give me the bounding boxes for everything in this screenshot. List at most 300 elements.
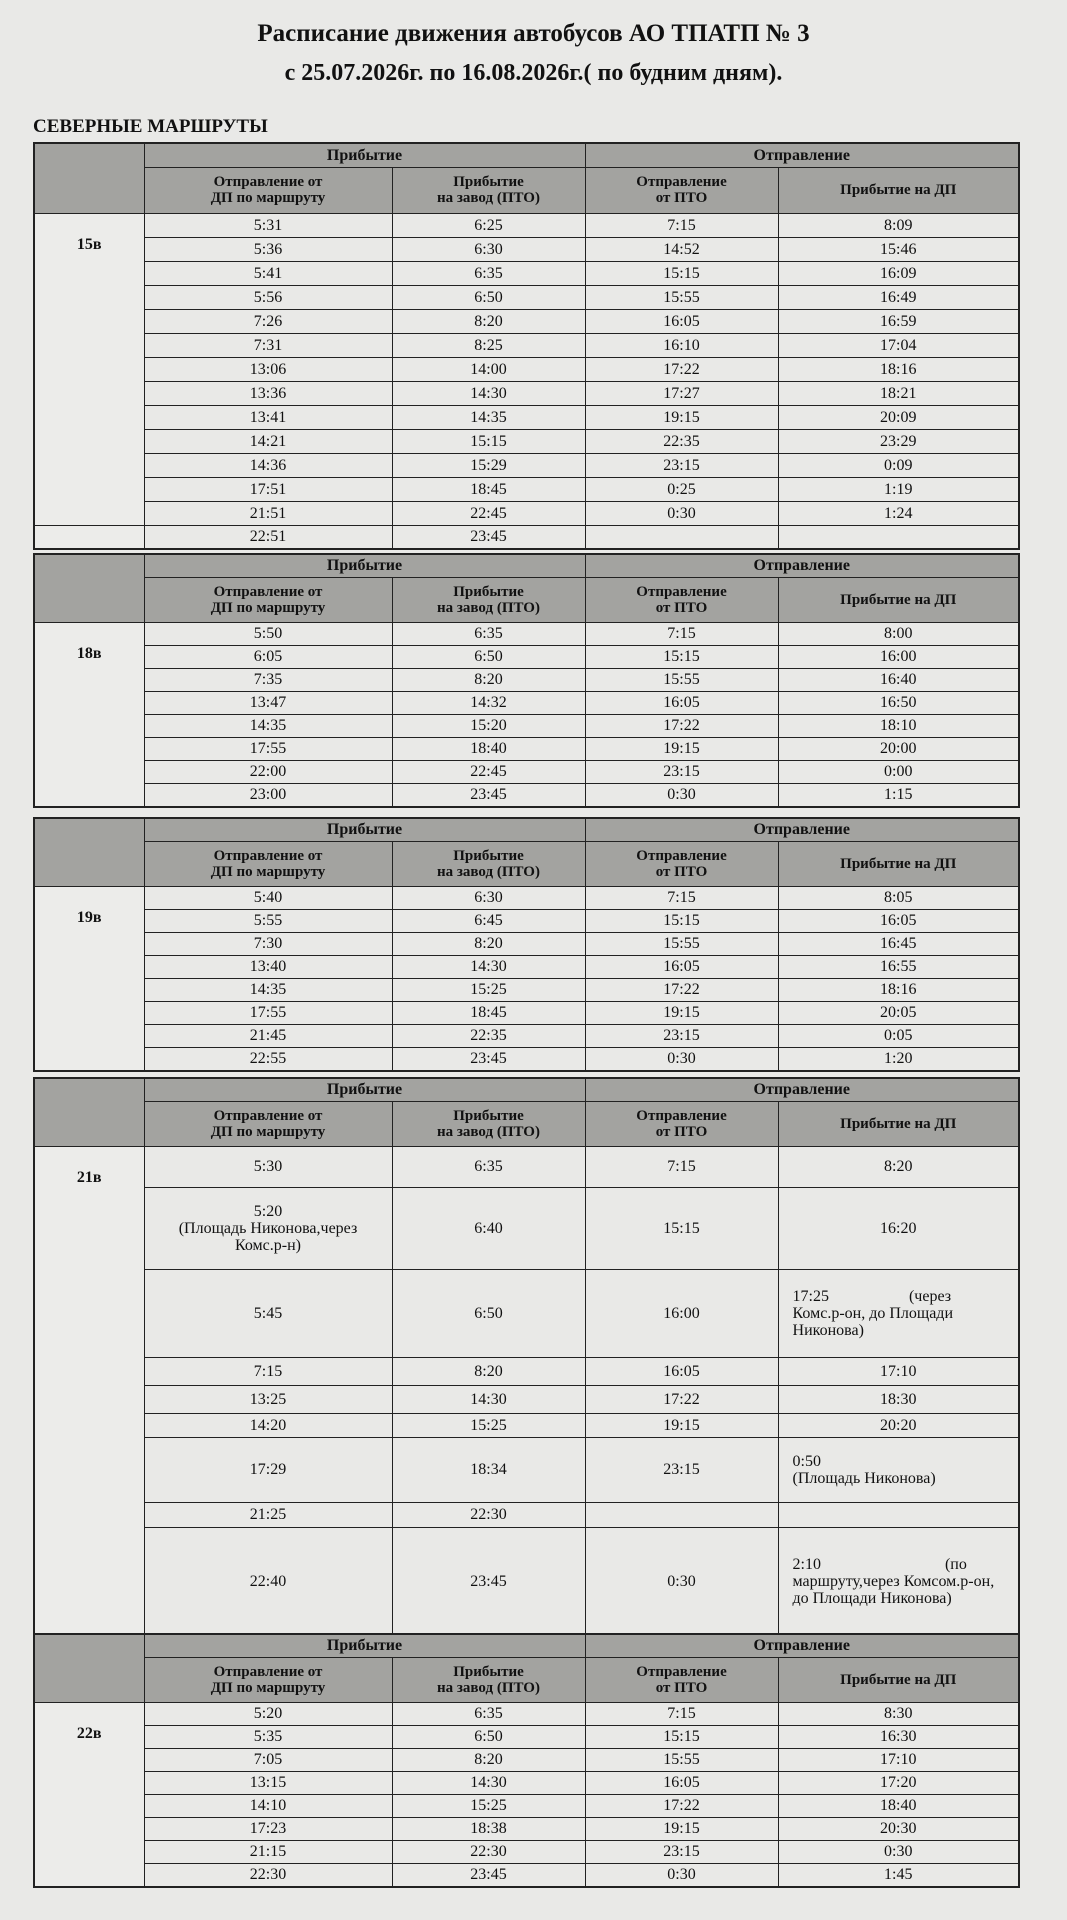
cell-arrive-plant: 6:40 [392,1187,585,1269]
header-corner [34,143,144,213]
header-corner [34,1078,144,1146]
header-group-row [34,1634,1019,1657]
cell-arrive-plant: 6:50 [392,1269,585,1357]
cell-depart-pto: 15:55 [585,285,778,309]
cell-arrive-dp: 8:20 [778,1146,1019,1187]
cell-arrive-plant: 15:20 [392,714,585,737]
cell-depart-dp: 14:36 [144,453,392,477]
header-column-row [34,167,1019,213]
cell-arrive-dp: 16:55 [778,955,1019,978]
route-table-15в [33,142,1020,550]
cell-arrive-dp: 0:30 [778,1840,1019,1863]
cell-arrive-plant: 6:45 [392,909,585,932]
header-group-row [34,143,1019,167]
cell-arrive-plant: 6:35 [392,1146,585,1187]
cell-arrive-plant: 18:45 [392,477,585,501]
header-depart-dp-line2: ДП по маршруту [210,190,326,206]
header-group-row [34,554,1019,577]
table-row [34,1725,1019,1748]
cell-arrive-plant: 15:25 [392,978,585,1001]
cell-depart-dp: 13:15 [144,1771,392,1794]
table-row [34,381,1019,405]
cell-depart-pto: 19:15 [585,1817,778,1840]
header-depart-pto [585,167,778,213]
cell-line: 2:10 (по [792,1555,967,1573]
header-arrive-plant [392,1657,585,1702]
cell-arrive-dp: 20:30 [778,1817,1019,1840]
cell-arrive-plant: 18:38 [392,1817,585,1840]
cell-arrive-plant: 14:30 [392,1771,585,1794]
header-arrival-group: Прибытие [144,1634,585,1657]
cell-arrive-dp: 1:15 [778,783,1019,807]
header-depart-dp-line1: Отправление от [213,583,323,600]
cell-arrive-dp: 18:40 [778,1794,1019,1817]
table-row [34,1840,1019,1863]
table-row [34,668,1019,691]
table-row [34,477,1019,501]
header-depart-pto-line1: Отправление [636,174,727,190]
cell-depart-pto: 16:10 [585,333,778,357]
cell-depart-dp: 13:06 [144,357,392,381]
header-arrive-dp-line1: Прибытие на ДП [840,1115,957,1132]
cell-depart-pto: 17:22 [585,1794,778,1817]
cell-depart-pto: 15:15 [585,645,778,668]
cell-depart-dp: 14:21 [144,429,392,453]
cell-depart-pto [585,525,778,549]
cell-arrive-plant: 6:50 [392,285,585,309]
cell-depart-dp: 21:25 [144,1502,392,1527]
header-arrive-plant-line2: на завод (ПТО) [437,190,540,206]
cell-depart-pto: 0:30 [585,501,778,525]
cell-depart-pto: 15:55 [585,668,778,691]
cell-depart-pto: 0:30 [585,783,778,807]
header-arrive-plant [392,1101,585,1146]
cell-depart-dp: 22:55 [144,1047,392,1071]
header-corner [34,1634,144,1702]
cell-depart-dp: 17:29 [144,1437,392,1502]
cell-arrive-dp: 18:16 [778,978,1019,1001]
cell-arrive-dp: 16:50 [778,691,1019,714]
cell-line: Никонова) [792,1321,864,1339]
cell-arrive-dp: 16:00 [778,645,1019,668]
header-depart-dp-line1: Отправление от [213,174,323,190]
header-depart-pto [585,1657,778,1702]
header-depart-pto-line1: Отправление [636,583,727,600]
cell-depart-dp: 17:55 [144,1001,392,1024]
cell-arrive-plant: 18:45 [392,1001,585,1024]
cell-arrive-plant: 6:35 [392,622,585,645]
table-row [34,501,1019,525]
header-departure-group: Отправление [585,143,1019,167]
cell-arrive-plant: 15:25 [392,1413,585,1437]
cell-arrive-dp: 17:04 [778,333,1019,357]
header-column-row [34,1101,1019,1146]
table-row [34,357,1019,381]
cell-line: Комс.р-н) [234,1236,301,1254]
route-number: 22в [34,1702,144,1887]
cell-depart-dp: 7:30 [144,932,392,955]
cell-depart-pto: 17:22 [585,978,778,1001]
cell-arrive-plant: 22:30 [392,1840,585,1863]
cell-arrive-dp [778,1527,1019,1636]
header-arrive-dp [778,577,1019,622]
cell-line: Комс.р-он, до Площади [792,1304,954,1322]
header-depart-dp-line1: Отправление от [213,1663,323,1680]
table-row [34,1817,1019,1840]
cell-arrive-dp: 8:30 [778,1702,1019,1725]
header-departure-group: Отправление [585,554,1019,577]
cell-depart-dp: 14:35 [144,978,392,1001]
header-departure-group: Отправление [585,1078,1019,1101]
header-arrival-group: Прибытие [144,818,585,841]
header-depart-dp [144,1657,392,1702]
cell-arrive-plant: 8:20 [392,1357,585,1385]
cell-arrive-dp: 16:45 [778,932,1019,955]
cell-arrive-dp: 20:20 [778,1413,1019,1437]
cell-depart-pto: 19:15 [585,737,778,760]
document-subtitle: с 25.07.2026г. по 16.08.2026г.( по будним дням). [284,60,783,86]
cell-depart-dp: 17:51 [144,477,392,501]
cell-depart-pto: 17:22 [585,357,778,381]
table-row [34,932,1019,955]
cell-depart-dp: 5:45 [144,1269,392,1357]
table-row [34,309,1019,333]
header-depart-pto [585,577,778,622]
cell-depart-pto: 7:15 [585,213,778,237]
header-depart-dp [144,577,392,622]
route-number: 21в [34,1146,144,1636]
cell-depart-dp: 5:40 [144,886,392,909]
cell-depart-dp: 14:10 [144,1794,392,1817]
cell-arrive-dp [778,1502,1019,1527]
header-column-row [34,577,1019,622]
header-departure-group: Отправление [585,1634,1019,1657]
cell-arrive-plant: 8:20 [392,1748,585,1771]
header-column-row [34,841,1019,886]
cell-arrive-dp: 0:05 [778,1024,1019,1047]
cell-depart-pto: 7:15 [585,1702,778,1725]
header-arrive-dp [778,841,1019,886]
header-arrive-dp [778,1657,1019,1702]
header-depart-pto [585,1101,778,1146]
cell-arrive-dp: 18:16 [778,357,1019,381]
header-arrive-dp [778,167,1019,213]
cell-depart-pto: 16:05 [585,1357,778,1385]
header-depart-pto-line2: от ПТО [655,190,708,206]
cell-arrive-dp: 16:05 [778,909,1019,932]
table-row [34,978,1019,1001]
cell-arrive-plant: 14:30 [392,955,585,978]
cell-depart-dp: 21:45 [144,1024,392,1047]
cell-arrive-dp: 0:09 [778,453,1019,477]
table-row [34,261,1019,285]
cell-depart-dp: 22:00 [144,760,392,783]
header-group-row [34,818,1019,841]
header-depart-dp-line2: ДП по маршруту [210,1123,326,1140]
cell-depart-pto: 23:15 [585,453,778,477]
cell-depart-dp: 5:56 [144,285,392,309]
table-row [34,1748,1019,1771]
table-row [34,886,1019,909]
cell-arrive-plant: 8:20 [392,309,585,333]
cell-depart-pto: 16:05 [585,309,778,333]
cell-depart-pto: 17:22 [585,714,778,737]
cell-depart-pto: 15:15 [585,1725,778,1748]
header-arrive-dp-line1: Прибытие на ДП [840,591,957,608]
cell-depart-pto: 23:15 [585,1024,778,1047]
cell-arrive-plant: 22:45 [392,760,585,783]
cell-arrive-plant: 6:50 [392,645,585,668]
cell-arrive-plant: 23:45 [392,1047,585,1071]
table-row [34,645,1019,668]
cell-arrive-dp: 1:19 [778,477,1019,501]
cell-depart-pto: 16:00 [585,1269,778,1357]
cell-arrive-dp: 8:00 [778,622,1019,645]
document-title: Расписание движения автобусов АО ТПАТП № 3 [257,20,810,47]
header-depart-pto-line1: Отправление [636,1663,727,1680]
cell-depart-pto: 16:05 [585,691,778,714]
header-depart-dp-line2: ДП по маршруту [210,1679,326,1696]
cell-depart-dp: 5:50 [144,622,392,645]
header-corner [34,554,144,622]
header-corner [34,818,144,886]
cell-depart-dp: 13:36 [144,381,392,405]
cell-depart-pto: 0:30 [585,1863,778,1887]
cell-depart-pto: 0:30 [585,1047,778,1071]
table-row [34,525,1019,549]
cell-arrive-plant: 23:45 [392,525,585,549]
header-depart-dp-line1: Отправление от [213,847,323,864]
table-row [34,783,1019,807]
header-depart-pto-line2: от ПТО [655,863,708,880]
header-depart-dp [144,167,392,213]
cell-depart-dp: 13:40 [144,955,392,978]
cell-arrive-plant: 6:30 [392,886,585,909]
route-table-18в [33,553,1020,808]
cell-arrive-dp: 18:30 [778,1385,1019,1413]
cell-depart-dp: 13:47 [144,691,392,714]
cell-arrive-dp [778,1269,1019,1357]
table-row [34,1863,1019,1887]
table-row [34,1385,1019,1413]
header-depart-pto [585,841,778,886]
cell-depart-dp: 7:31 [144,333,392,357]
cell-line: 0:50 [792,1452,821,1470]
cell-depart-dp: 5:35 [144,1725,392,1748]
table-row [34,737,1019,760]
cell-arrive-plant: 14:00 [392,357,585,381]
cell-depart-dp: 5:30 [144,1146,392,1187]
cell-depart-pto: 15:15 [585,909,778,932]
cell-depart-dp: 5:36 [144,237,392,261]
cell-line: (Площадь Никонова) [792,1469,936,1487]
header-depart-dp-line2: ДП по маршруту [210,599,326,616]
header-arrive-dp [778,1101,1019,1146]
cell-arrive-plant: 15:29 [392,453,585,477]
cell-depart-dp: 5:55 [144,909,392,932]
header-depart-dp-line1: Отправление от [213,1107,323,1124]
cell-arrive-dp: 18:21 [778,381,1019,405]
table-row [34,760,1019,783]
cell-depart-dp: 23:00 [144,783,392,807]
cell-arrive-plant: 18:40 [392,737,585,760]
cell-depart-pto: 23:15 [585,1437,778,1502]
header-arrive-plant-line1: Прибытие [453,174,524,190]
route-number: 19в [34,886,144,1071]
cell-arrive-plant: 15:25 [392,1794,585,1817]
cell-arrive-dp: 16:49 [778,285,1019,309]
cell-depart-pto: 23:15 [585,1840,778,1863]
table-row [34,622,1019,645]
cell-depart-pto: 17:27 [585,381,778,405]
cell-depart-pto: 15:15 [585,261,778,285]
cell-arrive-plant: 6:30 [392,237,585,261]
table-row [34,429,1019,453]
cell-arrive-dp: 20:05 [778,1001,1019,1024]
cell-depart-pto: 17:22 [585,1385,778,1413]
cell-arrive-dp: 15:46 [778,237,1019,261]
cell-arrive-plant: 6:35 [392,1702,585,1725]
cell-depart-pto: 19:15 [585,405,778,429]
cell-depart-dp: 13:25 [144,1385,392,1413]
table-row [34,453,1019,477]
cell-depart-pto: 15:55 [585,1748,778,1771]
cell-depart-dp: 7:35 [144,668,392,691]
table-row [34,1771,1019,1794]
cell-depart-dp: 13:41 [144,405,392,429]
cell-line: 5:20 [253,1202,283,1220]
cell-arrive-plant: 6:50 [392,1725,585,1748]
header-depart-dp-line2: ДП по маршруту [210,863,326,880]
section-title: СЕВЕРНЫЕ МАРШРУТЫ [33,116,268,137]
cell-line: 17:25 (через [792,1287,952,1305]
cell-arrive-dp: 18:10 [778,714,1019,737]
cell-depart-dp: 14:20 [144,1413,392,1437]
header-arrival-group: Прибытие [144,554,585,577]
cell-depart-pto: 15:15 [585,1187,778,1269]
cell-arrive-dp: 16:40 [778,668,1019,691]
table-row [34,1437,1019,1502]
header-arrive-plant-line1: Прибытие [453,583,524,600]
table-row [34,1527,1019,1636]
header-arrive-dp-line1: Прибытие на ДП [840,1671,957,1688]
cell-depart-dp: 22:51 [144,525,392,549]
cell-arrive-dp: 1:45 [778,1863,1019,1887]
cell-depart-dp: 7:15 [144,1357,392,1385]
cell-depart-dp: 7:26 [144,309,392,333]
header-arrive-plant [392,577,585,622]
cell-line: (Площадь Никонова,через [178,1219,358,1237]
cell-arrive-dp [778,525,1019,549]
cell-arrive-plant: 23:45 [392,1527,585,1636]
table-row [34,714,1019,737]
cell-depart-pto: 23:15 [585,760,778,783]
table-row [34,333,1019,357]
route-table-21в [33,1077,1020,1637]
cell-depart-dp: 21:51 [144,501,392,525]
table-row [34,1702,1019,1725]
header-arrive-plant-line2: на завод (ПТО) [437,1679,540,1696]
cell-arrive-plant: 15:15 [392,429,585,453]
header-column-row [34,1657,1019,1702]
cell-arrive-dp: 1:20 [778,1047,1019,1071]
cell-depart-dp [144,1187,392,1269]
table-row [34,955,1019,978]
cell-arrive-plant: 8:25 [392,333,585,357]
cell-arrive-plant: 23:45 [392,1863,585,1887]
cell-arrive-plant: 22:45 [392,501,585,525]
header-arrive-plant-line2: на завод (ПТО) [437,863,540,880]
cell-arrive-dp: 17:20 [778,1771,1019,1794]
cell-depart-pto: 7:15 [585,886,778,909]
table-row [34,691,1019,714]
cell-arrive-plant: 14:30 [392,381,585,405]
cell-depart-dp: 6:05 [144,645,392,668]
header-arrive-plant-line1: Прибытие [453,1663,524,1680]
header-depart-pto-line1: Отправление [636,1107,727,1124]
cell-arrive-plant: 6:35 [392,261,585,285]
cell-arrive-dp: 0:00 [778,760,1019,783]
cell-depart-dp: 5:31 [144,213,392,237]
header-arrive-plant [392,167,585,213]
cell-depart-pto: 19:15 [585,1001,778,1024]
header-arrive-dp-line1: Прибытие на ДП [840,855,957,872]
header-group-row [34,1078,1019,1101]
table-row [34,1024,1019,1047]
cell-depart-pto: 7:15 [585,622,778,645]
cell-depart-dp: 17:55 [144,737,392,760]
cell-arrive-dp [778,1437,1019,1502]
cell-arrive-plant: 14:30 [392,1385,585,1413]
header-depart-pto-line2: от ПТО [655,1679,708,1696]
table-row [34,237,1019,261]
cell-depart-pto: 15:55 [585,932,778,955]
cell-line: маршруту,через Комсом.р-он, [792,1572,995,1590]
header-depart-pto-line2: от ПТО [655,1123,708,1140]
cell-depart-dp: 5:20 [144,1702,392,1725]
cell-depart-dp: 5:41 [144,261,392,285]
cell-arrive-dp: 17:10 [778,1357,1019,1385]
cell-arrive-plant: 14:35 [392,405,585,429]
cell-depart-pto: 19:15 [585,1413,778,1437]
cell-depart-pto: 22:35 [585,429,778,453]
cell-arrive-dp: 20:00 [778,737,1019,760]
header-departure-group: Отправление [585,818,1019,841]
route-number: 18в [34,622,144,807]
cell-arrive-dp: 1:24 [778,501,1019,525]
table-row [34,1001,1019,1024]
header-arrive-plant-line2: на завод (ПТО) [437,1123,540,1140]
header-depart-pto-line2: от ПТО [655,599,708,616]
cell-arrive-plant: 22:35 [392,1024,585,1047]
table-row [34,1794,1019,1817]
header-arrival-group: Прибытие [144,1078,585,1101]
table-row [34,1146,1019,1187]
table-row [34,909,1019,932]
table-row [34,1047,1019,1071]
table-row [34,405,1019,429]
cell-arrive-dp: 8:09 [778,213,1019,237]
cell-arrive-plant: 18:34 [392,1437,585,1502]
table-row [34,1357,1019,1385]
header-arrive-plant-line2: на завод (ПТО) [437,599,540,616]
table-row [34,1187,1019,1269]
cell-arrive-dp: 16:59 [778,309,1019,333]
header-arrive-plant [392,841,585,886]
cell-arrive-dp: 20:09 [778,405,1019,429]
cell-arrive-plant: 8:20 [392,932,585,955]
cell-depart-dp: 22:30 [144,1863,392,1887]
